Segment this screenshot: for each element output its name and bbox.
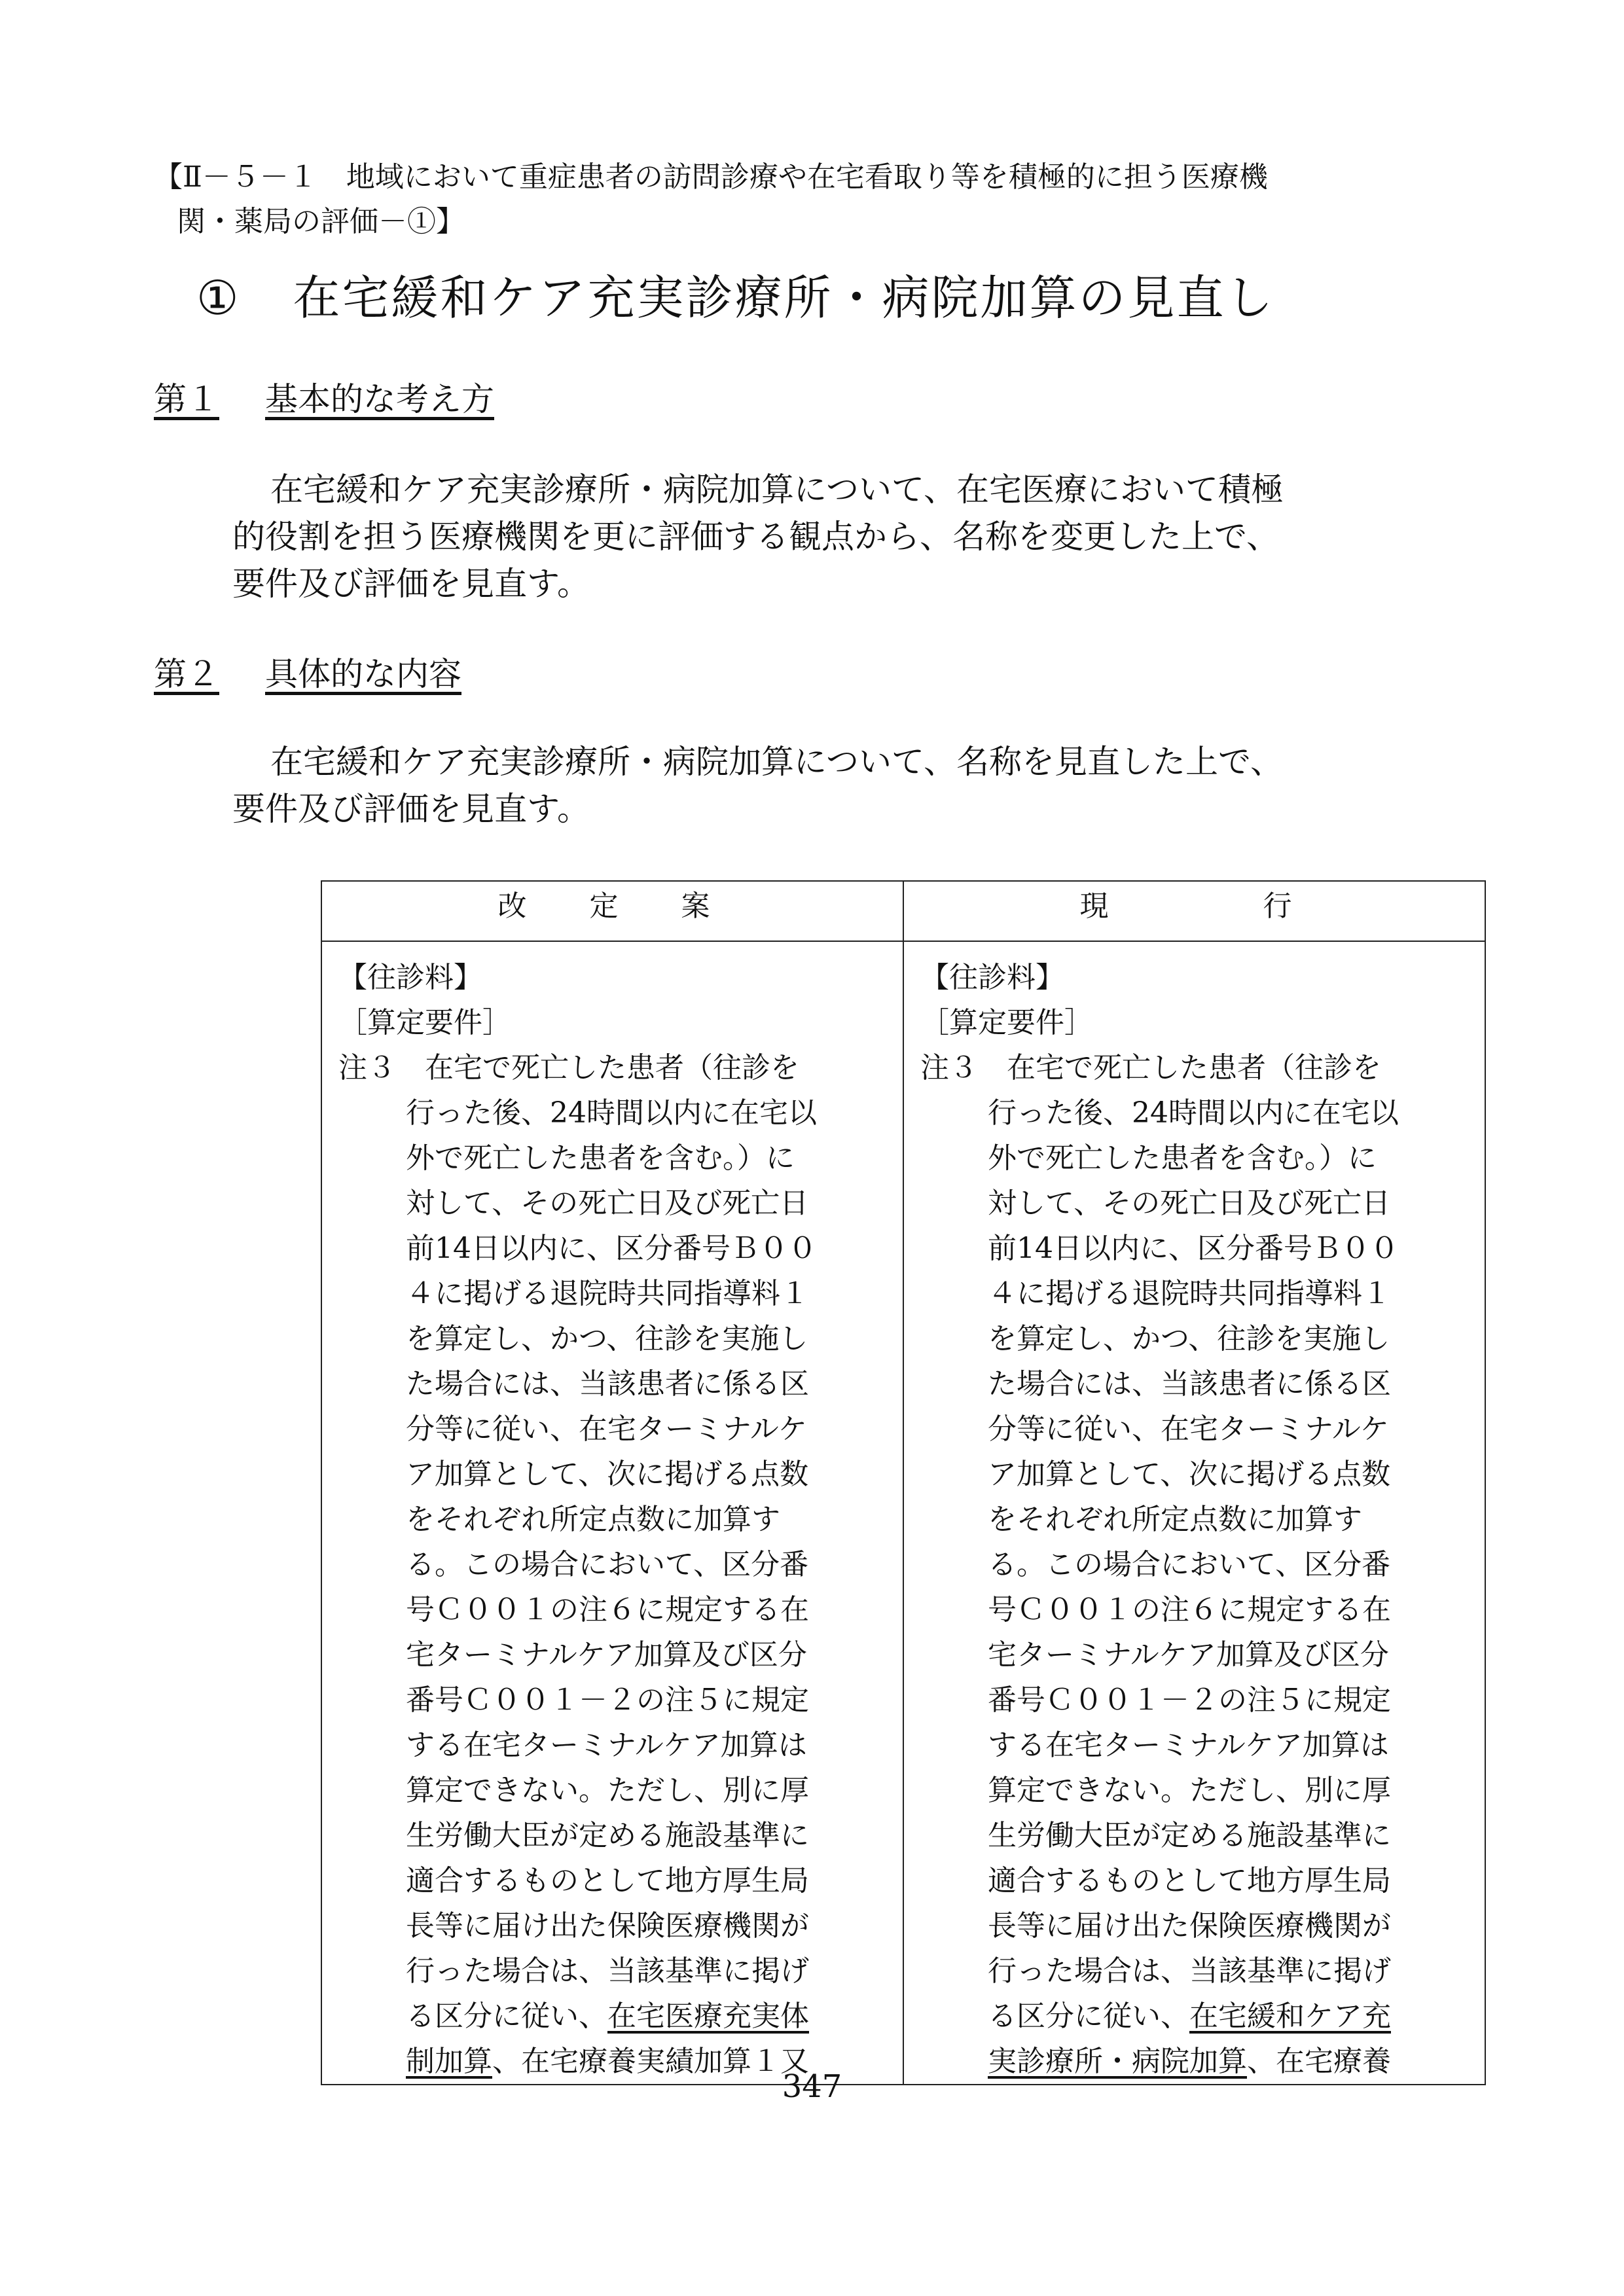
section-2-line: 在宅緩和ケア充実診療所・病院加算について、名称を見直した上で、 <box>270 743 1283 781</box>
revised-note-head: 注３ 在宅で死亡した患者（往診を <box>338 1051 799 1085</box>
table-cell-line: 行った後、24時間以内に在宅以 <box>988 1096 1399 1130</box>
table-cell-line: 号Ｃ００１の注６に規定する在 <box>406 1593 809 1626</box>
table-cell-line: をそれぞれ所定点数に加算す <box>406 1503 780 1536</box>
revised-label-fee: 【往診料】 <box>338 961 482 994</box>
table-cell-line: 号Ｃ００１の注６に規定する在 <box>988 1593 1391 1626</box>
table-cell-line: ４に掲げる退院時共同指導料１ <box>406 1277 809 1310</box>
table-cell-line: 分等に従い、在宅ターミナルケ <box>406 1412 807 1446</box>
section-2-number: 第２ <box>154 655 219 693</box>
table-cell-line: 適合するものとして地方厚生局 <box>406 1864 809 1897</box>
table-cell-line: を算定し、かつ、往診を実施し <box>406 1322 808 1355</box>
current-note-head: 注３ 在宅で死亡した患者（往診を <box>920 1051 1381 1085</box>
table-cell-line: を算定し、かつ、往診を実施し <box>988 1322 1390 1355</box>
table-header-revised: 改 定 案 <box>321 881 903 941</box>
revised-tail-2-underlined: 制加算 <box>406 2045 492 2078</box>
current-label-requirements: ［算定要件］ <box>920 1006 1093 1039</box>
table-cell-line: 外で死亡した患者を含む。）に <box>988 1141 1377 1175</box>
comparison-table <box>321 880 1486 2085</box>
table-cell-line: 外で死亡した患者を含む。）に <box>406 1141 795 1175</box>
table-cell-line: 適合するものとして地方厚生局 <box>988 1864 1391 1897</box>
table-cell-line: 対して、その死亡日及び死亡日 <box>406 1187 809 1220</box>
document-header-line1: 【Ⅱ－５－１ 地域において重症患者の訪問診療や在宅看取り等を積極的に担う医療機 <box>154 160 1268 194</box>
section-1-heading <box>154 378 494 420</box>
table-cell-line: 行った場合は、当該基準に掲げ <box>988 1954 1391 1988</box>
table-cell-line: 宅ターミナルケア加算及び区分 <box>988 1638 1389 1672</box>
table-cell-line: る。この場合において、区分番 <box>988 1548 1391 1581</box>
section-2-heading <box>154 653 461 695</box>
table-cell-line: 算定できない。ただし、別に厚 <box>406 1774 809 1807</box>
table-cell-line: 宅ターミナルケア加算及び区分 <box>406 1638 807 1672</box>
current-tail-line-1 <box>904 1994 1485 2039</box>
section-1-line: 在宅緩和ケア充実診療所・病院加算について、在宅医療において積極 <box>270 471 1284 509</box>
current-tail-2-underlined: 実診療所・病院加算 <box>988 2045 1247 2078</box>
current-cell <box>903 941 1485 2085</box>
current-tail-2-plain: 、在宅療養 <box>1247 2045 1391 2078</box>
table-cell-line: 前14日以内に、区分番号Ｂ００ <box>406 1232 817 1265</box>
table-cell-line: 長等に届け出た保険医療機関が <box>406 1909 809 1943</box>
revised-cell <box>321 941 903 2085</box>
document-header-line2: 関・薬局の評価－①】 <box>177 205 465 238</box>
table-cell-line: 生労働大臣が定める施設基準に <box>406 1819 809 1852</box>
table-cell-line: 算定できない。ただし、別に厚 <box>988 1774 1391 1807</box>
table-cell-line: た場合には、当該患者に係る区 <box>988 1367 1391 1401</box>
title-number: ① <box>196 270 241 325</box>
revised-label-requirements: ［算定要件］ <box>338 1006 511 1039</box>
current-tail-1-plain: る区分に従い、 <box>988 2000 1189 2033</box>
table-cell-line: 行った場合は、当該基準に掲げ <box>406 1954 809 1988</box>
table-cell-line: ア加算として、次に掲げる点数 <box>988 1458 1391 1491</box>
table-cell-line: 生労働大臣が定める施設基準に <box>988 1819 1391 1852</box>
table-cell-line: た場合には、当該患者に係る区 <box>406 1367 809 1401</box>
current-tail-1-underlined: 在宅緩和ケア充 <box>1189 2000 1391 2033</box>
title-text: 在宅緩和ケア充実診療所・病院加算の見直し <box>293 270 1275 325</box>
section-1-title: 基本的な考え方 <box>265 380 494 418</box>
table-cell-line: する在宅ターミナルケア加算は <box>406 1729 807 1762</box>
revised-tail-2-plain: 、在宅療養実績加算１又 <box>492 2045 809 2078</box>
table-cell-line: 前14日以内に、区分番号Ｂ００ <box>988 1232 1399 1265</box>
table-cell-line: ４に掲げる退院時共同指導料１ <box>988 1277 1391 1310</box>
page-title <box>196 262 1275 334</box>
section-1-body <box>232 466 1463 607</box>
current-label-fee: 【往診料】 <box>920 961 1064 994</box>
section-1-number: 第１ <box>154 380 219 418</box>
section-2-title: 具体的な内容 <box>265 655 461 693</box>
table-cell-line: 番号Ｃ００１－２の注５に規定 <box>988 1683 1391 1717</box>
revised-tail-1-plain: る区分に従い、 <box>406 2000 607 2033</box>
table-cell-line: る。この場合において、区分番 <box>406 1548 809 1581</box>
section-2-line: 要件及び評価を見直す。 <box>232 790 590 828</box>
page-number: 347 <box>782 2068 842 2105</box>
table-cell-line: する在宅ターミナルケア加算は <box>988 1729 1389 1762</box>
revised-tail-line-1 <box>322 1994 903 2039</box>
table-cell-line: をそれぞれ所定点数に加算す <box>988 1503 1362 1536</box>
table-cell-line: 番号Ｃ００１－２の注５に規定 <box>406 1683 809 1717</box>
table-header-current: 現 行 <box>903 881 1485 941</box>
section-2-body <box>232 738 1463 833</box>
table-cell-line: 分等に従い、在宅ターミナルケ <box>988 1412 1389 1446</box>
table-cell-line: 長等に届け出た保険医療機関が <box>988 1909 1391 1943</box>
section-1-line: 要件及び評価を見直す。 <box>232 565 590 603</box>
table-cell-line: 対して、その死亡日及び死亡日 <box>988 1187 1391 1220</box>
section-1-line: 的役割を担う医療機関を更に評価する観点から、名称を変更した上で、 <box>232 518 1279 556</box>
table-cell-line: ア加算として、次に掲げる点数 <box>406 1458 809 1491</box>
table-cell-line: 行った後、24時間以内に在宅以 <box>406 1096 817 1130</box>
revised-tail-1-underlined: 在宅医療充実体 <box>607 2000 809 2033</box>
